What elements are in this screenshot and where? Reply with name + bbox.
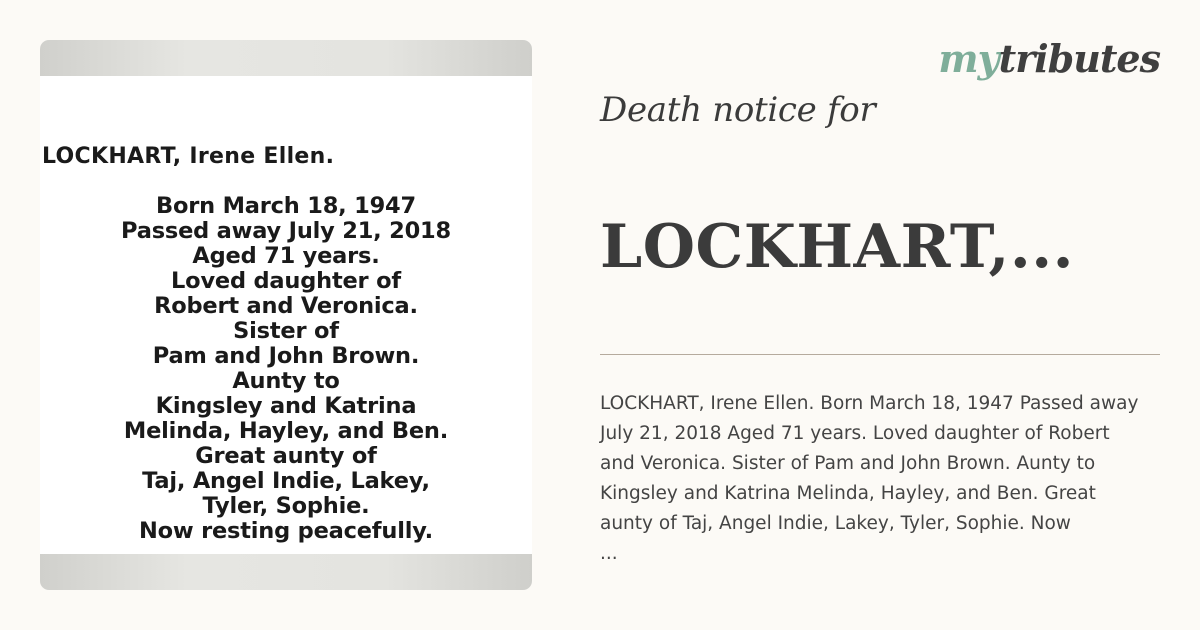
section-divider	[600, 354, 1160, 355]
summary-line: and Veronica. Sister of Pam and John Brown. Aunty to	[600, 453, 1096, 474]
notice-line: Passed away July 21, 2018	[121, 218, 451, 244]
notice-line: Aged 71 years.	[192, 243, 380, 269]
notice-line: Kingsley and Katrina	[155, 393, 417, 419]
notice-line: Tyler, Sophie.	[202, 493, 370, 519]
notice-line: Sister of	[233, 318, 339, 344]
notice-line: Born March 18, 1947	[156, 193, 416, 219]
summary-line: LOCKHART, Irene Ellen. Born March 18, 1947 Passed away	[600, 393, 1139, 414]
logo-my: my	[938, 36, 999, 81]
logo-tributes: tributes	[998, 36, 1160, 81]
notice-line: Robert and Veronica.	[154, 293, 418, 319]
notice-line: Melinda, Hayley, and Ben.	[123, 418, 449, 444]
mytributes-logo[interactable]	[938, 36, 1160, 81]
notice-body	[40, 194, 532, 544]
notice-heading: LOCKHART, Irene Ellen.	[42, 144, 335, 169]
notice-line: Loved daughter of	[171, 268, 401, 294]
notice-line: Aunty to	[232, 368, 340, 394]
notice-line: Pam and John Brown.	[152, 343, 420, 369]
notice-line: Great aunty of	[195, 443, 377, 469]
death-notice-image	[40, 40, 532, 590]
newspaper-clipping	[40, 76, 532, 554]
deceased-name-title: LOCKHART,...	[600, 212, 1075, 282]
notice-line: Now resting peacefully.	[138, 518, 433, 544]
image-bottom-band	[40, 554, 532, 590]
summary-line: Kingsley and Katrina Melinda, Hayley, and Ben. Great	[600, 483, 1096, 504]
page-subtitle: Death notice for	[600, 90, 876, 130]
notice-line: Taj, Angel Indie, Lakey,	[142, 468, 430, 494]
image-top-band	[40, 40, 532, 76]
summary-line: July 21, 2018 Aged 71 years. Loved daughter of Robert	[600, 423, 1110, 444]
summary-line: aunty of Taj, Angel Indie, Lakey, Tyler, Sophie. Now	[600, 513, 1071, 534]
notice-summary	[600, 389, 1160, 569]
summary-line: ...	[600, 543, 618, 564]
